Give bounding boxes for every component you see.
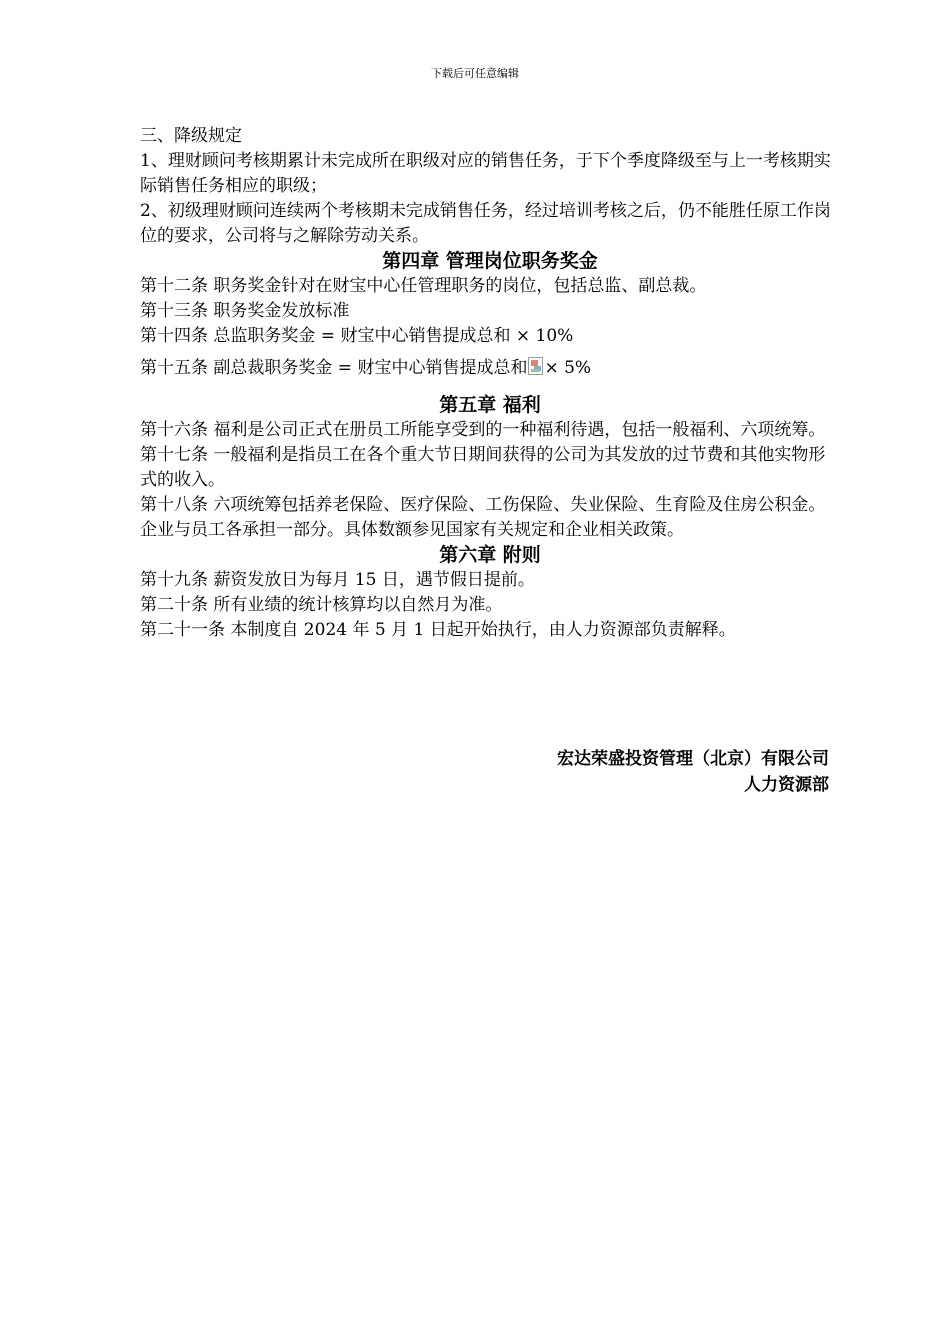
- article-15-text: 第十五条 副总裁职务奖金 = 财宝中心销售提成总和: [140, 358, 528, 378]
- demotion-rule-1: 1、理财顾问考核期累计未完成所在职级对应的销售任务，于下个季度降级至与上一考核期实际销售任务相应的职级；: [140, 151, 831, 196]
- chapter-4-title: 第四章 管理岗位职务奖金: [382, 250, 598, 272]
- document-body: [140, 124, 840, 643]
- article-15: [140, 356, 840, 381]
- article-19: 第十九条 薪资发放日为每月 15 日，遇节假日提前。: [140, 570, 535, 590]
- chapter-6-title: 第六章 附则: [439, 544, 541, 566]
- signature-block: [557, 746, 829, 798]
- article-15-rate: × 5%: [544, 358, 592, 378]
- signature-company: 宏达荣盛投资管理（北京）有限公司: [557, 749, 829, 769]
- signature-department: 人力资源部: [744, 775, 829, 795]
- article-16: 第十六条 福利是公司正式在册员工所能享受到的一种福利待遇，包括一般福利、六项统筹。: [140, 420, 826, 440]
- article-13: 第十三条 职务奖金发放标准: [140, 301, 350, 321]
- article-20: 第二十条 所有业绩的统计核算均以自然月为准。: [140, 595, 503, 615]
- article-14: 第十四条 总监职务奖金 = 财宝中心销售提成总和 × 10%: [140, 326, 574, 346]
- article-18: 第十八条 六项统筹包括养老保险、医疗保险、工伤保险、失业保险、生育险及住房公积金。企业与员工各承担一部分。具体数额参见国家有关规定和企业相关政策。: [140, 495, 826, 540]
- article-17: 第十七条 一般福利是指员工在各个重大节日期间获得的公司为其发放的过节费和其他实物形式的收入。: [140, 445, 826, 490]
- broken-image-icon: [528, 357, 543, 375]
- article-21: 第二十一条 本制度自 2024 年 5 月 1 日起开始执行，由人力资源部负责解释。: [140, 620, 736, 640]
- demotion-rule-2: 2、初级理财顾问连续两个考核期未完成销售任务，经过培训考核之后，仍不能胜任原工作岗位的要求，公司将与之解除劳动关系。: [140, 201, 831, 246]
- chapter-5-title: 第五章 福利: [439, 394, 541, 416]
- article-12: 第十二条 职务奖金针对在财宝中心任管理职务的岗位，包括总监、副总裁。: [140, 276, 707, 296]
- page-header-note: 下载后可任意编辑: [431, 67, 519, 80]
- section-title-demotion: 三、降级规定: [140, 126, 242, 146]
